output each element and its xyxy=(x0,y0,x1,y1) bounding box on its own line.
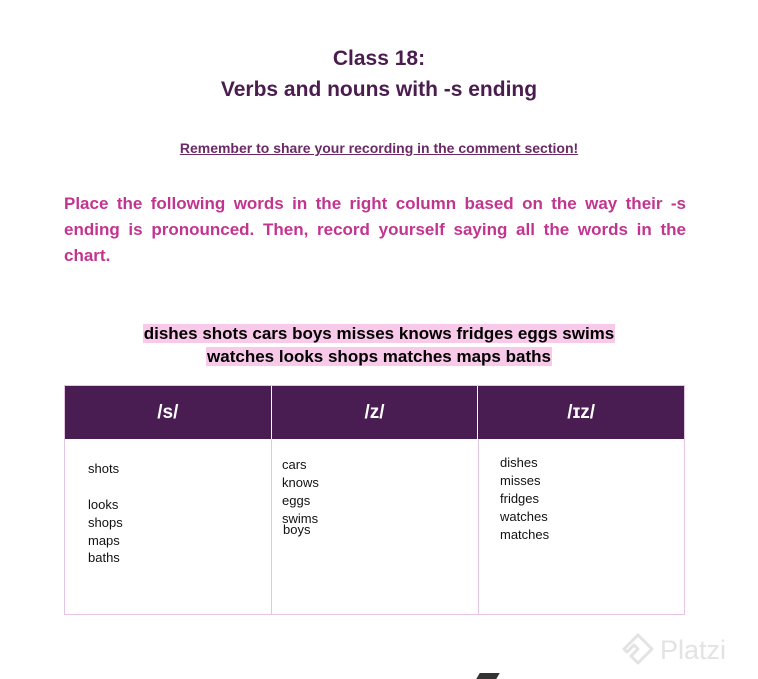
table-header xyxy=(65,386,684,439)
header-s: /s/ xyxy=(65,386,272,439)
column-divider xyxy=(271,439,272,614)
word-z-boys: boys xyxy=(283,522,311,537)
page-title: Class 18: xyxy=(332,47,426,70)
decorative-mark xyxy=(476,673,499,679)
word-s-maps: maps xyxy=(88,533,120,548)
word-bank xyxy=(0,322,758,368)
column-divider xyxy=(478,439,479,614)
word-z-swims: swims xyxy=(282,511,319,526)
word-iz-matches: matches xyxy=(500,527,550,542)
platzi-logo-icon xyxy=(622,633,654,667)
word-s-baths: baths xyxy=(88,550,120,565)
word-bank-line-1 xyxy=(0,322,758,345)
header-z: /z/ xyxy=(272,386,479,439)
recording-reminder: Remember to share your recording in the comment section! xyxy=(179,140,579,156)
watermark-text: Platzi xyxy=(660,634,727,665)
instructions-text: Place the following words in the right column based on the way their -s ending is pronounced. Then, record yourself saying all the words in the chart. xyxy=(64,194,686,265)
page-subtitle: Verbs and nouns with -s ending xyxy=(220,78,538,101)
word-iz-watches: watches xyxy=(500,509,548,524)
word-bank-text-1: dishes shots cars boys misses knows fridges eggs swims xyxy=(143,324,615,343)
word-iz-dishes: dishes xyxy=(500,455,538,470)
pronunciation-table xyxy=(64,385,685,615)
word-bank-line-2 xyxy=(0,345,758,368)
word-s-shops: shops xyxy=(88,515,123,530)
platzi-watermark xyxy=(622,633,726,667)
word-z-knows: knows xyxy=(282,475,319,490)
word-iz-misses: misses xyxy=(500,473,541,488)
word-iz-fridges: fridges xyxy=(500,491,540,506)
header-iz: /ɪz/ xyxy=(567,401,596,423)
word-s-looks: looks xyxy=(88,497,119,512)
word-bank-text-2: watches looks shops matches maps baths xyxy=(207,347,551,366)
word-s-shots: shots xyxy=(88,461,120,476)
word-z-eggs: eggs xyxy=(282,493,311,508)
word-z-cars: cars xyxy=(282,457,307,472)
